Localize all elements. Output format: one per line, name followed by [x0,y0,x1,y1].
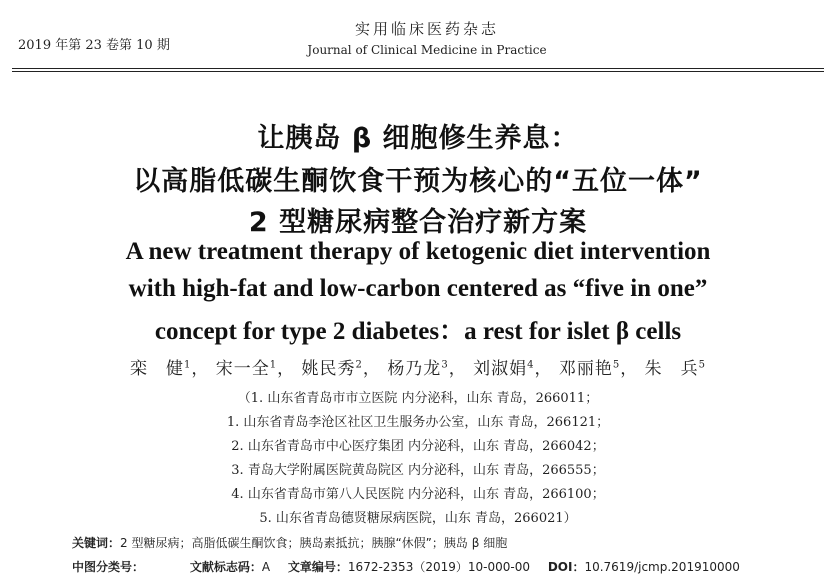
author: 邓丽艳$^5$ [558,359,621,379]
author: 杨乃龙$^3$ [387,359,449,379]
affiliation: （1. 山东省青岛市市立医院 内分泌科，山东 青岛，266011； [237,391,599,406]
clc-label: 中图分类号： [72,560,145,574]
doc-code-label: 文献标志码： [189,560,262,574]
doi-value: 10.7619/jcmp.201910000 [584,560,740,574]
author: 刘淑娟$^4$ [473,359,535,379]
keywords-value: 2 型糖尿病；高脂低碳生酮饮食；胰岛素抵抗；胰腺“休假”；胰岛 β 细胞 [120,536,508,550]
author: 栾 健$^1$ [129,359,192,379]
article-number-label: 文章编号： [287,560,348,574]
title-cn-line-1: 让胰岛 β 细胞修生养息： [257,123,579,154]
title-en-line-2: with high-fat and low-carbon centered as “five in one” [128,275,708,302]
header-divider [12,68,824,69]
classification-line [72,558,740,575]
keywords-line [72,534,507,551]
affiliation: 3. 青岛大学附属医院黄岛院区 内分泌科，山东 青岛，266555； [231,463,605,478]
affiliation: 4. 山东省青岛市第八人民医院 内分泌科，山东 青岛，266100； [231,487,605,502]
author: 宋一全$^1$ [215,359,278,379]
issue-label: 2019 年第 23 卷第 10 期 [18,38,170,53]
keywords-label: 关键词： [72,536,121,550]
journal-header [0,18,836,57]
author: 朱 兵$^5$ [644,359,707,379]
doc-code-value: A [261,560,271,574]
article-number-value: 1672-2353（2019）10-000-00 [347,560,530,574]
affiliation: 2. 山东省青岛市中心医疗集团 内分泌科，山东 青岛，266042； [231,439,605,454]
doi-label: DOI： [547,560,585,574]
title-en-line-1: A new treatment therapy of ketogenic diet intervention [125,238,711,265]
author-list: 栾 健$^1$， 宋一全$^1$， 姚民秀$^2$， 杨乃龙$^3$， 刘淑娟$^4$， 邓丽艳$^5$， 朱 兵$^5$ [129,359,707,379]
title-en-line-3: concept for type 2 diabetes：a rest for islet β cells [154,318,682,345]
title-cn-line-2: 以高脂低碳生酮饮食干预为核心的“五位一体” [133,166,703,197]
header-divider-secondary [12,71,824,72]
author: 姚民秀$^2$ [301,359,363,379]
title-cn-line-3: 2 型糖尿病整合治疗新方案 [248,207,588,238]
affiliation: 1. 山东省青岛李沧区社区卫生服务办公室，山东 青岛，266121； [226,415,610,430]
journal-title-cn: 实用临床医药杂志 [354,20,499,38]
journal-title-en: Journal of Clinical Medicine in Practice [307,43,547,57]
affiliation: 5. 山东省青岛德贤糖尿病医院，山东 青岛，266021） [259,511,577,526]
